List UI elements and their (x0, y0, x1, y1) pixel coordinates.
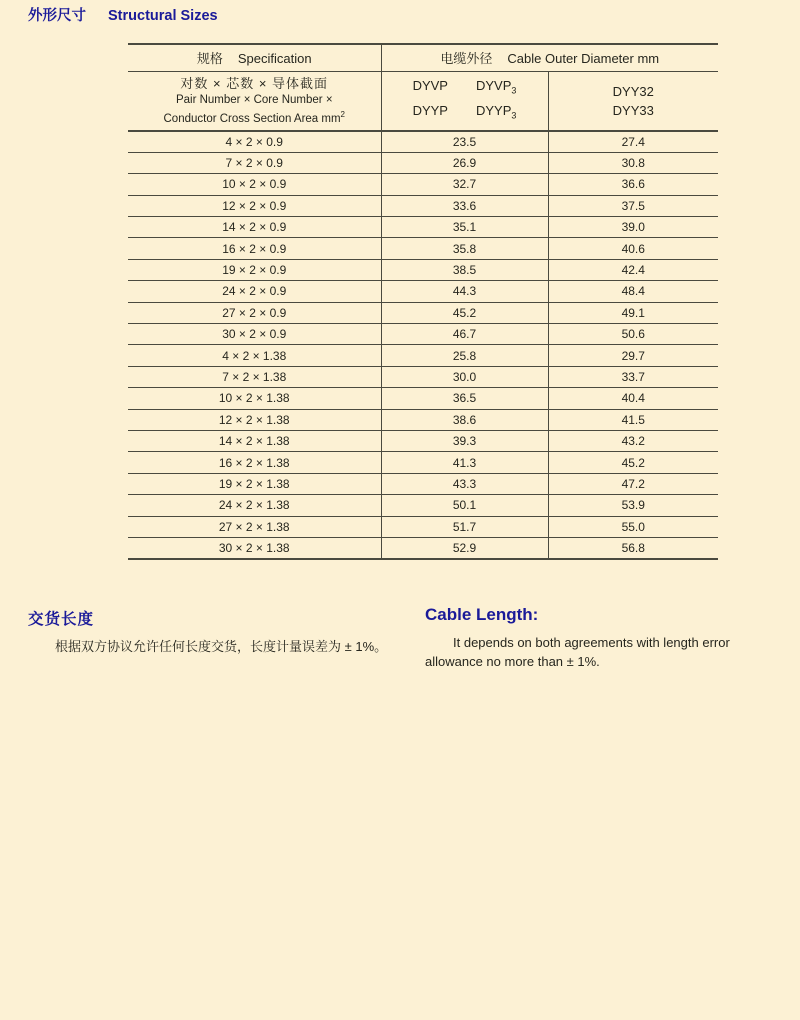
page-title-en: Structural Sizes (108, 8, 218, 24)
cable-length-body-en: It depends on both agreements with length error allowance no more than ± 1%. (425, 635, 730, 669)
dyy-diameter-cell: 41.5 (548, 409, 718, 430)
table-row (128, 409, 718, 430)
dyvp-diameter-cell: 25.8 (381, 345, 548, 366)
dyy-diameter-cell: 55.0 (548, 516, 718, 537)
type-line-dyvp: DYVP $DYVP_3$ (412, 78, 517, 96)
spec-header-en: Specification (237, 51, 312, 67)
dyy-diameter-cell: 37.5 (548, 195, 718, 216)
dyvp-diameter-cell: 35.8 (381, 238, 548, 259)
spec-cell: 27 × 2 × 1.38 (128, 516, 381, 537)
dyy-diameter-cell: 47.2 (548, 473, 718, 494)
diameter-header-en: Cable Outer Diameter mm (507, 51, 660, 67)
diameter-header-zh: 电缆外径 (440, 51, 493, 67)
spec-cell: 4 × 2 × 0.9 (128, 131, 381, 152)
area-superscript: 2 (340, 109, 345, 119)
dyy-diameter-cell: 40.6 (548, 238, 718, 259)
dyy-diameter-cell: 40.4 (548, 388, 718, 409)
dyy-diameter-cell: 39.0 (548, 217, 718, 238)
spec-cell: 12 × 2 × 0.9 (128, 195, 381, 216)
cable-length-body-zh: 根据双方协议允许任何长度交货，长度计量误差为 ± 1%。 (55, 639, 388, 654)
spec-cell: 19 × 2 × 0.9 (128, 259, 381, 280)
dyy-diameter-cell: 27.4 (548, 131, 718, 152)
spec-header-zh: 规格 (196, 51, 223, 67)
type-line-dyy33: DYY33 (612, 102, 654, 118)
table-row (128, 131, 718, 152)
table-row (128, 174, 718, 195)
table-row (128, 537, 718, 558)
spec-subheader-cell (128, 71, 381, 131)
dyvp-diameter-cell: 52.9 (381, 537, 548, 558)
dyvp-diameter-cell: 33.6 (381, 195, 548, 216)
table-row (128, 152, 718, 173)
dyvp-diameter-cell: 45.2 (381, 302, 548, 323)
dyvp-diameter-cell: 32.7 (381, 174, 548, 195)
spec-cell: 19 × 2 × 1.38 (128, 473, 381, 494)
dyvp-diameter-cell: 50.1 (381, 495, 548, 516)
dyvp-diameter-cell: 43.3 (381, 473, 548, 494)
dyy-diameter-cell: 56.8 (548, 537, 718, 558)
dyvp-diameter-cell: 36.5 (381, 388, 548, 409)
dyvp-diameter-cell: 41.3 (381, 452, 548, 473)
dyy-diameter-cell: 42.4 (548, 259, 718, 280)
spec-cell: 4 × 2 × 1.38 (128, 345, 381, 366)
dyy-diameter-cell: 29.7 (548, 345, 718, 366)
table-row (128, 217, 718, 238)
dyy-diameter-cell: 36.6 (548, 174, 718, 195)
table-row (128, 366, 718, 387)
dyy-diameter-cell: 33.7 (548, 366, 718, 387)
table-row (128, 238, 718, 259)
dyy-diameter-cell: 50.6 (548, 324, 718, 345)
dyy-diameter-cell: 49.1 (548, 302, 718, 323)
spec-cell: 27 × 2 × 0.9 (128, 302, 381, 323)
dyvp-types-header-cell (381, 71, 548, 131)
spec-cell: 16 × 2 × 1.38 (128, 452, 381, 473)
spec-cell: 30 × 2 × 0.9 (128, 324, 381, 345)
header-row-2 (128, 71, 718, 131)
dyy-types-header-cell (548, 71, 718, 131)
spec-subheader-zh: 对数 × 芯数 × 导体截面 (180, 76, 329, 92)
cable-length-section-zh (28, 607, 414, 656)
table-header (128, 44, 718, 131)
spec-cell: 30 × 2 × 1.38 (128, 537, 381, 558)
dyvp-diameter-cell: 39.3 (381, 430, 548, 451)
page-title-zh: 外形尺寸 (28, 8, 86, 24)
spec-cell: 24 × 2 × 0.9 (128, 281, 381, 302)
dyvp-diameter-cell: 26.9 (381, 152, 548, 173)
dyvp-diameter-cell: 38.6 (381, 409, 548, 430)
dyy-diameter-cell: 48.4 (548, 281, 718, 302)
spec-cell: 16 × 2 × 0.9 (128, 238, 381, 259)
type-line-dyy32: DYY32 (612, 83, 654, 99)
cable-length-section-en (425, 605, 800, 671)
table-row (128, 388, 718, 409)
table-row (128, 495, 718, 516)
table-row (128, 430, 718, 451)
table-body (128, 131, 718, 559)
spec-cell: 12 × 2 × 1.38 (128, 409, 381, 430)
table-row (128, 281, 718, 302)
table-row (128, 345, 718, 366)
header-row-1 (128, 44, 718, 71)
dyvp-diameter-cell: 23.5 (381, 131, 548, 152)
dyy-diameter-cell: 45.2 (548, 452, 718, 473)
cable-length-heading-zh: 交货长度 (28, 611, 95, 628)
spec-cell: 14 × 2 × 0.9 (128, 217, 381, 238)
spec-cell: 10 × 2 × 0.9 (128, 174, 381, 195)
table-row (128, 259, 718, 280)
dyy-diameter-cell: 53.9 (548, 495, 718, 516)
spec-cell: 24 × 2 × 1.38 (128, 495, 381, 516)
cable-length-heading-en: Cable Length: (425, 605, 539, 624)
spec-header-cell (128, 44, 381, 71)
structural-sizes-table (128, 43, 718, 560)
table-row (128, 195, 718, 216)
spec-cell: 10 × 2 × 1.38 (128, 388, 381, 409)
diameter-header-cell (381, 44, 718, 71)
spec-subheader-en-2: Conductor Cross Section Area $mm^2$ (163, 109, 345, 125)
dyvp-subscript: 3 (511, 85, 517, 96)
table-row (128, 516, 718, 537)
dyvp-diameter-cell: 35.1 (381, 217, 548, 238)
page-title (28, 4, 218, 25)
dyvp-diameter-cell: 46.7 (381, 324, 548, 345)
dyy-diameter-cell: 43.2 (548, 430, 718, 451)
table-row (128, 452, 718, 473)
dyvp-diameter-cell: 51.7 (381, 516, 548, 537)
dyvp-diameter-cell: 30.0 (381, 366, 548, 387)
dyy-diameter-cell: 30.8 (548, 152, 718, 173)
dyvp-diameter-cell: 44.3 (381, 281, 548, 302)
table-row (128, 324, 718, 345)
dyyp-subscript: 3 (511, 110, 517, 121)
spec-cell: 7 × 2 × 1.38 (128, 366, 381, 387)
type-line-dyyp: DYYP $DYYP_3$ (412, 102, 517, 121)
spec-cell: 7 × 2 × 0.9 (128, 152, 381, 173)
dyvp-diameter-cell: 38.5 (381, 259, 548, 280)
table-row (128, 302, 718, 323)
spec-subheader-en-1: Pair Number × Core Number × (175, 94, 333, 107)
spec-cell: 14 × 2 × 1.38 (128, 430, 381, 451)
table-row (128, 473, 718, 494)
